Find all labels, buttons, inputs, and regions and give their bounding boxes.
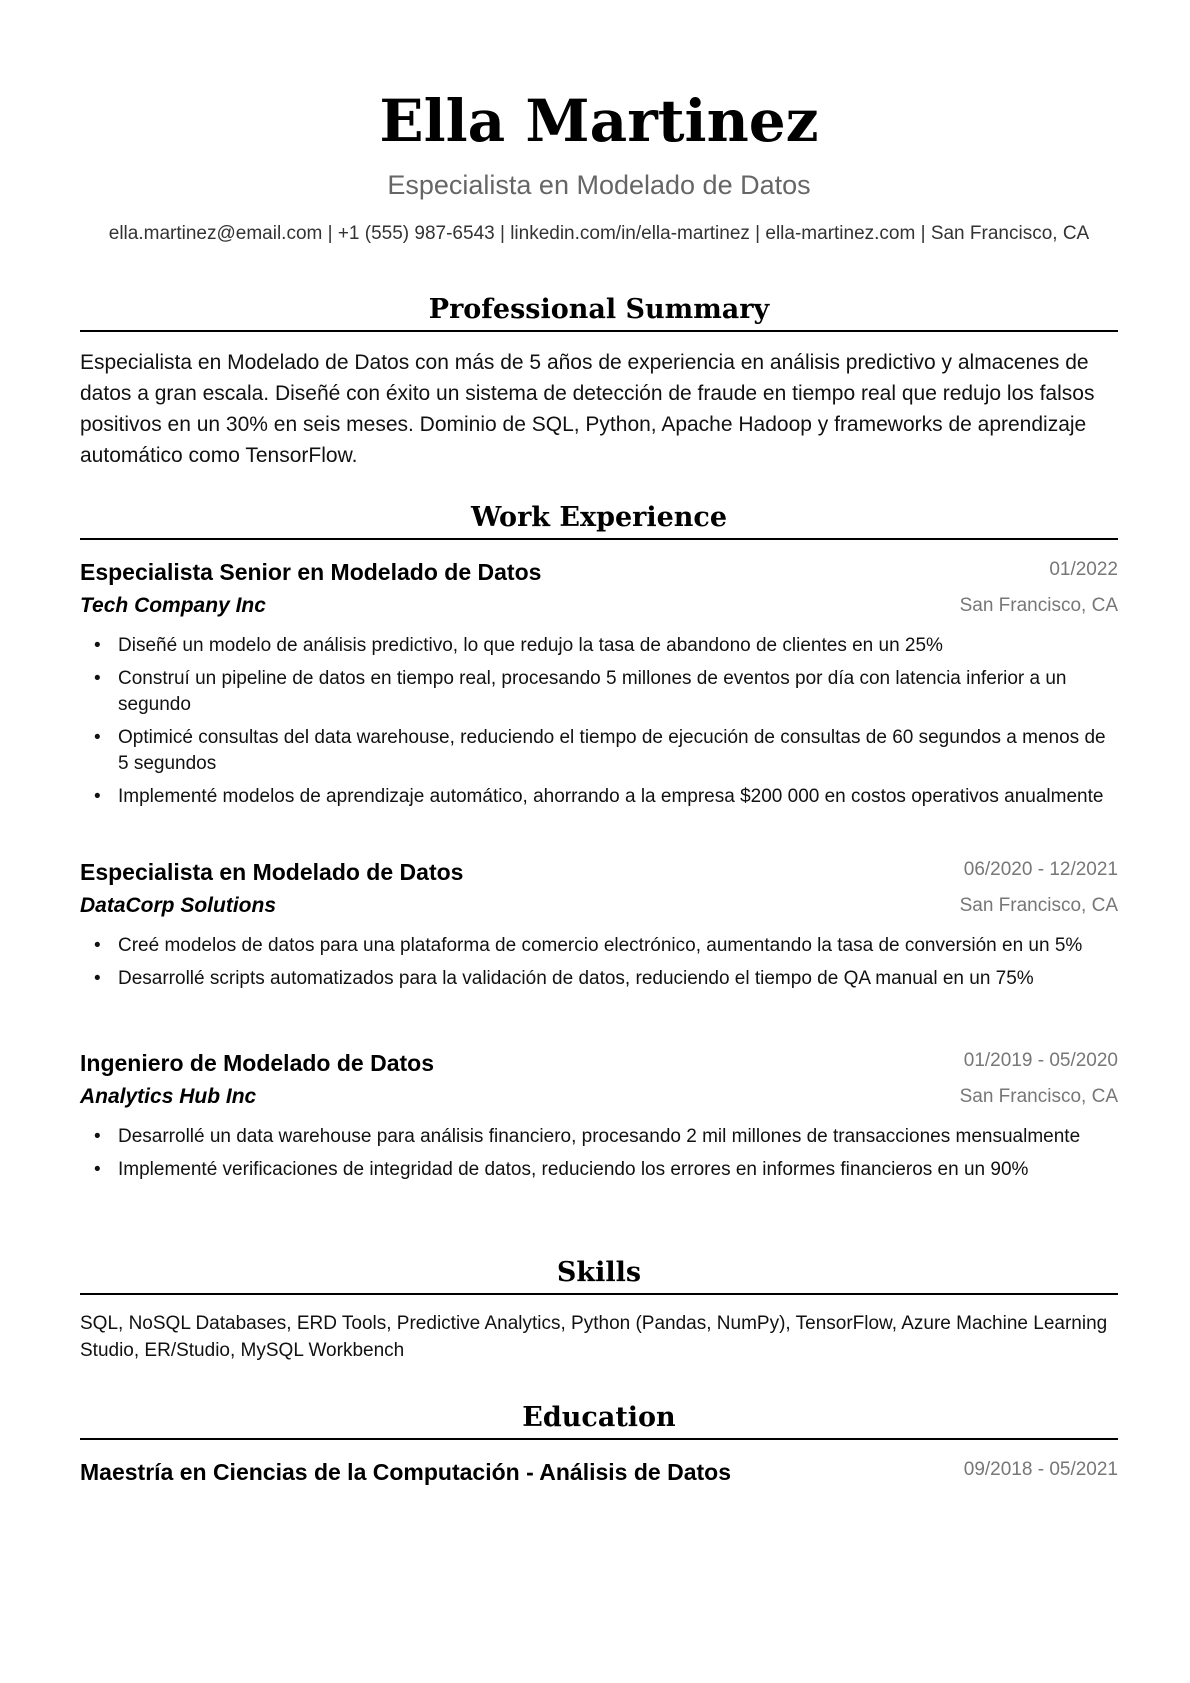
candidate-name: Ella Martinez bbox=[379, 87, 819, 155]
job-bullet-text: Desarrollé un data warehouse para análisis financiero, procesando 2 mil millones de transacciones mensualmente bbox=[118, 1126, 1081, 1147]
contact-line: ella.martinez@email.com | +1 (555) 987-6543 | linkedin.com/in/ella-martinez | ella-martinez.com | San Francisco, CA bbox=[108, 223, 1090, 244]
job-bullet-text: Desarrollé scripts automatizados para la validación de datos, reduciendo el tiempo de QA manual en un 75% bbox=[118, 968, 1034, 989]
job-bullet: • Implementé verificaciones de integridad de datos, reduciendo los errores en informes financieros en un 90% bbox=[94, 1159, 1029, 1180]
job-bullet: • Construí un pipeline de datos en tiempo real, procesando 5 millones de eventos por día con latencia inferior a un segundo bbox=[94, 668, 1067, 715]
job-entry bbox=[80, 1046, 1118, 1190]
experience-heading: Work Experience bbox=[470, 502, 728, 533]
job-bullet-text: Creé modelos de datos para una plataforma de comercio electrónico, aumentando la tasa de conversión en un 5% bbox=[118, 935, 1083, 956]
job-entry bbox=[80, 855, 1118, 999]
job-title: Especialista en Modelado de Datos bbox=[80, 859, 464, 885]
job-bullet-text: Optimicé consultas del data warehouse, reduciendo el tiempo de ejecución de consultas de 60 segundos a menos de 5 segundos bbox=[118, 727, 1106, 774]
job-bullet: • Desarrollé scripts automatizados para la validación de datos, reduciendo el tiempo de QA manual en un 75% bbox=[94, 968, 1034, 989]
degree-title: Maestría en Ciencias de la Computación - Análisis de Datos bbox=[80, 1459, 731, 1485]
education-divider bbox=[80, 1438, 1118, 1440]
job-bullets bbox=[80, 933, 1118, 992]
education-date: 09/2018 - 05/2021 bbox=[963, 1459, 1118, 1480]
job-bullets bbox=[80, 633, 1118, 810]
company-name: DataCorp Solutions bbox=[80, 894, 277, 917]
job-bullet: • Optimicé consultas del data warehouse, reduciendo el tiempo de ejecución de consultas de 60 segundos a menos de 5 segundos bbox=[94, 727, 1106, 774]
summary-text: Especialista en Modelado de Datos con más de 5 años de experiencia en análisis predictivo y almacenes de datos a gran escala. Diseñé con éxito un sistema de detección de fraude en tiempo real que redujo los falsos positivos en un 30% en seis meses. Dominio de SQL, Python, Apache Hadoop y frameworks de aprendizaje automático como TensorFlow. bbox=[80, 351, 1095, 467]
summary-heading: Professional Summary bbox=[428, 294, 770, 325]
job-bullet: • Desarrollé un data warehouse para análisis financiero, procesando 2 mil millones de transacciones mensualmente bbox=[94, 1126, 1081, 1147]
job-bullets bbox=[80, 1124, 1118, 1183]
job-bullet-text: Diseñé un modelo de análisis predictivo, lo que redujo la tasa de abandono de clientes en un 25% bbox=[118, 635, 943, 656]
job-location: San Francisco, CA bbox=[959, 1086, 1118, 1107]
job-date: 01/2019 - 05/2020 bbox=[963, 1050, 1118, 1071]
job-bullet: • Implementé modelos de aprendizaje automático, ahorrando a la empresa $200 000 en costos operativos anualmente bbox=[94, 786, 1104, 807]
company-name: Tech Company Inc bbox=[80, 594, 266, 617]
job-title: Ingeniero de Modelado de Datos bbox=[80, 1050, 434, 1076]
job-location: San Francisco, CA bbox=[959, 595, 1118, 616]
job-bullet-text: Implementé modelos de aprendizaje automático, ahorrando a la empresa $200 000 en costos operativos anualmente bbox=[118, 786, 1104, 807]
education-heading: Education bbox=[522, 1402, 676, 1433]
job-bullet: • Creé modelos de datos para una plataforma de comercio electrónico, aumentando la tasa de conversión en un 5% bbox=[94, 935, 1083, 956]
candidate-title: Especialista en Modelado de Datos bbox=[387, 170, 811, 200]
job-location: San Francisco, CA bbox=[959, 895, 1118, 916]
job-bullet: • Diseñé un modelo de análisis predictivo, lo que redujo la tasa de abandono de clientes en un 25% bbox=[94, 635, 943, 656]
education-entry bbox=[80, 1455, 1118, 1489]
skills-heading: Skills bbox=[556, 1257, 642, 1288]
experience-divider bbox=[80, 538, 1118, 540]
skills-text: SQL, NoSQL Databases, ERD Tools, Predictive Analytics, Python (Pandas, NumPy), TensorFlow, Azure Machine Learning Studio, ER/Studio, MySQL Workbench bbox=[80, 1313, 1108, 1361]
job-title: Especialista Senior en Modelado de Datos bbox=[80, 559, 542, 585]
job-date: 06/2020 - 12/2021 bbox=[963, 859, 1118, 880]
summary-divider bbox=[80, 330, 1118, 332]
company-name: Analytics Hub Inc bbox=[80, 1085, 257, 1108]
skills-divider bbox=[80, 1293, 1118, 1295]
job-bullet-text: Implementé verificaciones de integridad de datos, reduciendo los errores en informes financieros en un 90% bbox=[118, 1159, 1029, 1180]
job-entry bbox=[80, 555, 1118, 817]
job-bullet-text: Construí un pipeline de datos en tiempo real, procesando 5 millones de eventos por día con latencia inferior a un segundo bbox=[118, 668, 1067, 715]
job-date: 01/2022 bbox=[1049, 559, 1118, 580]
